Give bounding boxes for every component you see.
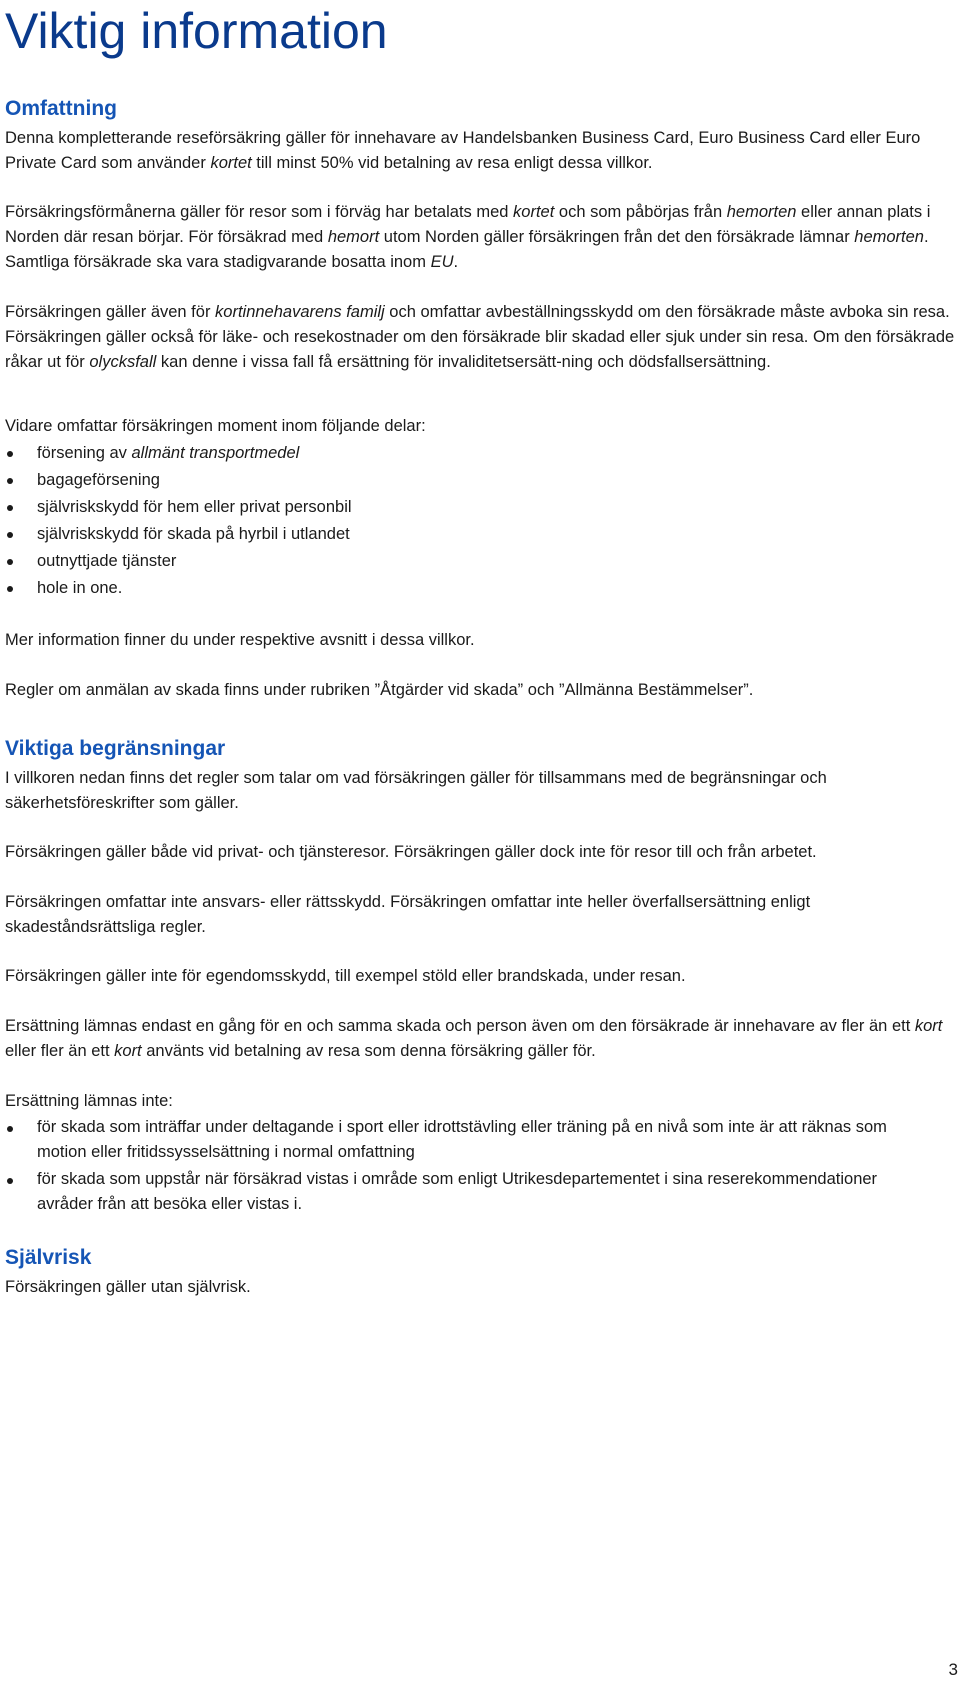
list-item bbox=[5, 440, 352, 467]
text-run: använts vid betalning av resa som denna försäkring gäller för. bbox=[141, 1042, 596, 1060]
text-run: Försäkringen gäller även för bbox=[5, 303, 216, 321]
italic-term: olycksfall bbox=[89, 353, 157, 371]
begransningar-paragraph-4: Försäkringen gäller inte för egendomsskydd, till exempel stöld eller brandskada, under resan. bbox=[5, 967, 686, 985]
text-run: och omfattar avbeställningsskydd om den försäkrade måste avboka sin resa. Försäkringen gäller också för läke- och resekostnader om den försäkrade blir skadad eller sjuk under sin resa. Om den försäkrade råkar ut för bbox=[5, 303, 955, 371]
list-item bbox=[5, 467, 352, 494]
text-run: Försäkringsförmånerna gäller för resor som i förväg har betalats med bbox=[5, 203, 514, 221]
text-run: självriskskydd för skada på hyrbil i utlandet bbox=[37, 525, 350, 543]
list-item bbox=[5, 1167, 925, 1217]
list-item bbox=[5, 1115, 925, 1165]
page-number: 3 bbox=[948, 1660, 958, 1679]
begransningar-list-intro: Ersättning lämnas inte: bbox=[5, 1092, 173, 1110]
heading-omfattning: Omfattning bbox=[5, 97, 117, 120]
omfattning-paragraph-5: Regler om anmälan av skada finns under rubriken ”Åtgärder vid skada” och ”Allmänna Bestämmelser”. bbox=[5, 681, 754, 699]
bullet-icon bbox=[7, 559, 13, 565]
italic-term: kort bbox=[914, 1017, 943, 1035]
bullet-icon bbox=[7, 478, 13, 484]
text-run: kan denne i vissa fall få ersättning för invaliditetsersätt-ning och dödsfallsersättning. bbox=[156, 353, 771, 371]
italic-term: EU bbox=[430, 253, 454, 271]
text-run: till minst 50% vid betalning av resa enligt dessa villkor. bbox=[251, 154, 653, 172]
list-item bbox=[5, 575, 352, 602]
text-run: . bbox=[453, 253, 459, 271]
text-run: utom Norden gäller försäkringen från det den försäkrade lämnar bbox=[379, 228, 855, 246]
text-run: outnyttjade tjänster bbox=[37, 552, 177, 570]
begransningar-paragraph-2: Försäkringen gäller både vid privat- och tjänsteresor. Försäkringen gäller dock inte för resor till och från arbetet. bbox=[5, 843, 817, 861]
page-title: Viktig information bbox=[5, 3, 388, 59]
text-run: . Samtliga försäkrade ska vara stadigvarande bosatta inom bbox=[5, 228, 929, 271]
text-run: Ersättning lämnas endast en gång för en och samma skada och person även om den försäkrade är innehavare av fler än ett bbox=[5, 1017, 915, 1035]
bullet-icon bbox=[7, 532, 13, 538]
bullet-icon bbox=[7, 1126, 13, 1132]
italic-term: hemorten bbox=[854, 228, 924, 246]
text-run: bagageförsening bbox=[37, 471, 160, 489]
bullet-icon bbox=[7, 1178, 13, 1184]
omfattning-paragraph-2 bbox=[5, 200, 955, 275]
bullet-icon bbox=[7, 451, 13, 457]
heading-sjalvrisk: Självrisk bbox=[5, 1246, 92, 1269]
begransningar-paragraph-5 bbox=[5, 1014, 955, 1064]
omfattning-paragraph-3 bbox=[5, 300, 955, 375]
italic-term: kort bbox=[114, 1042, 142, 1060]
italic-term: kortinnehavarens familj bbox=[215, 303, 385, 321]
italic-term: kortet bbox=[513, 203, 555, 221]
text-run: självriskskydd för hem eller privat personbil bbox=[37, 498, 352, 516]
text-run: Denna kompletterande reseförsäkring gäller för innehavare av Handelsbanken Business Card, Euro Business Card eller Euro Private Card som använder bbox=[5, 129, 921, 172]
italic-term: kortet bbox=[210, 154, 252, 172]
italic-term: hemort bbox=[327, 228, 380, 246]
bullet-icon bbox=[7, 586, 13, 592]
omfattning-paragraph-1 bbox=[5, 126, 955, 176]
begransningar-paragraph-1: I villkoren nedan finns det regler som talar om vad försäkringen gäller för tillsammans med de begränsningar och säkerhetsföreskrifter som gäller. bbox=[5, 769, 827, 812]
omfattning-bullet-list bbox=[5, 440, 352, 602]
text-run: eller annan plats i Norden där resan börjar. För försäkrad med bbox=[5, 203, 931, 246]
begransningar-bullet-list bbox=[5, 1115, 925, 1219]
begransningar-paragraph-3: Försäkringen omfattar inte ansvars- eller rättsskydd. Försäkringen omfattar inte heller överfallsersättning enligt skadeståndsrättsliga regler. bbox=[5, 893, 811, 936]
italic-term: allmänt transportmedel bbox=[131, 444, 300, 462]
italic-term: hemorten bbox=[726, 203, 797, 221]
list-item bbox=[5, 521, 352, 548]
omfattning-list-intro: Vidare omfattar försäkringen moment inom följande delar: bbox=[5, 417, 426, 435]
heading-viktiga-begransningar: Viktiga begränsningar bbox=[5, 737, 226, 760]
omfattning-paragraph-4: Mer information finner du under respektive avsnitt i dessa villkor. bbox=[5, 631, 475, 649]
text-run: försening av bbox=[37, 444, 132, 462]
text-run: och som påbörjas från bbox=[554, 203, 727, 221]
text-run: för skada som uppstår när försäkrad vistas i område som enligt Utrikesdepartementet i sina reserekommendationer avråder från att besöka eller vistas i. bbox=[37, 1170, 878, 1213]
list-item bbox=[5, 494, 352, 521]
text-run: för skada som inträffar under deltagande i sport eller idrottstävling eller träning på en nivå som inte är att räknas som motion eller fritidssysselsättning i normal omfattning bbox=[37, 1118, 887, 1161]
text-run: eller fler än ett bbox=[5, 1042, 115, 1060]
text-run: hole in one. bbox=[37, 579, 123, 597]
list-item bbox=[5, 548, 352, 575]
bullet-icon bbox=[7, 505, 13, 511]
sjalvrisk-paragraph: Försäkringen gäller utan självrisk. bbox=[5, 1278, 251, 1296]
